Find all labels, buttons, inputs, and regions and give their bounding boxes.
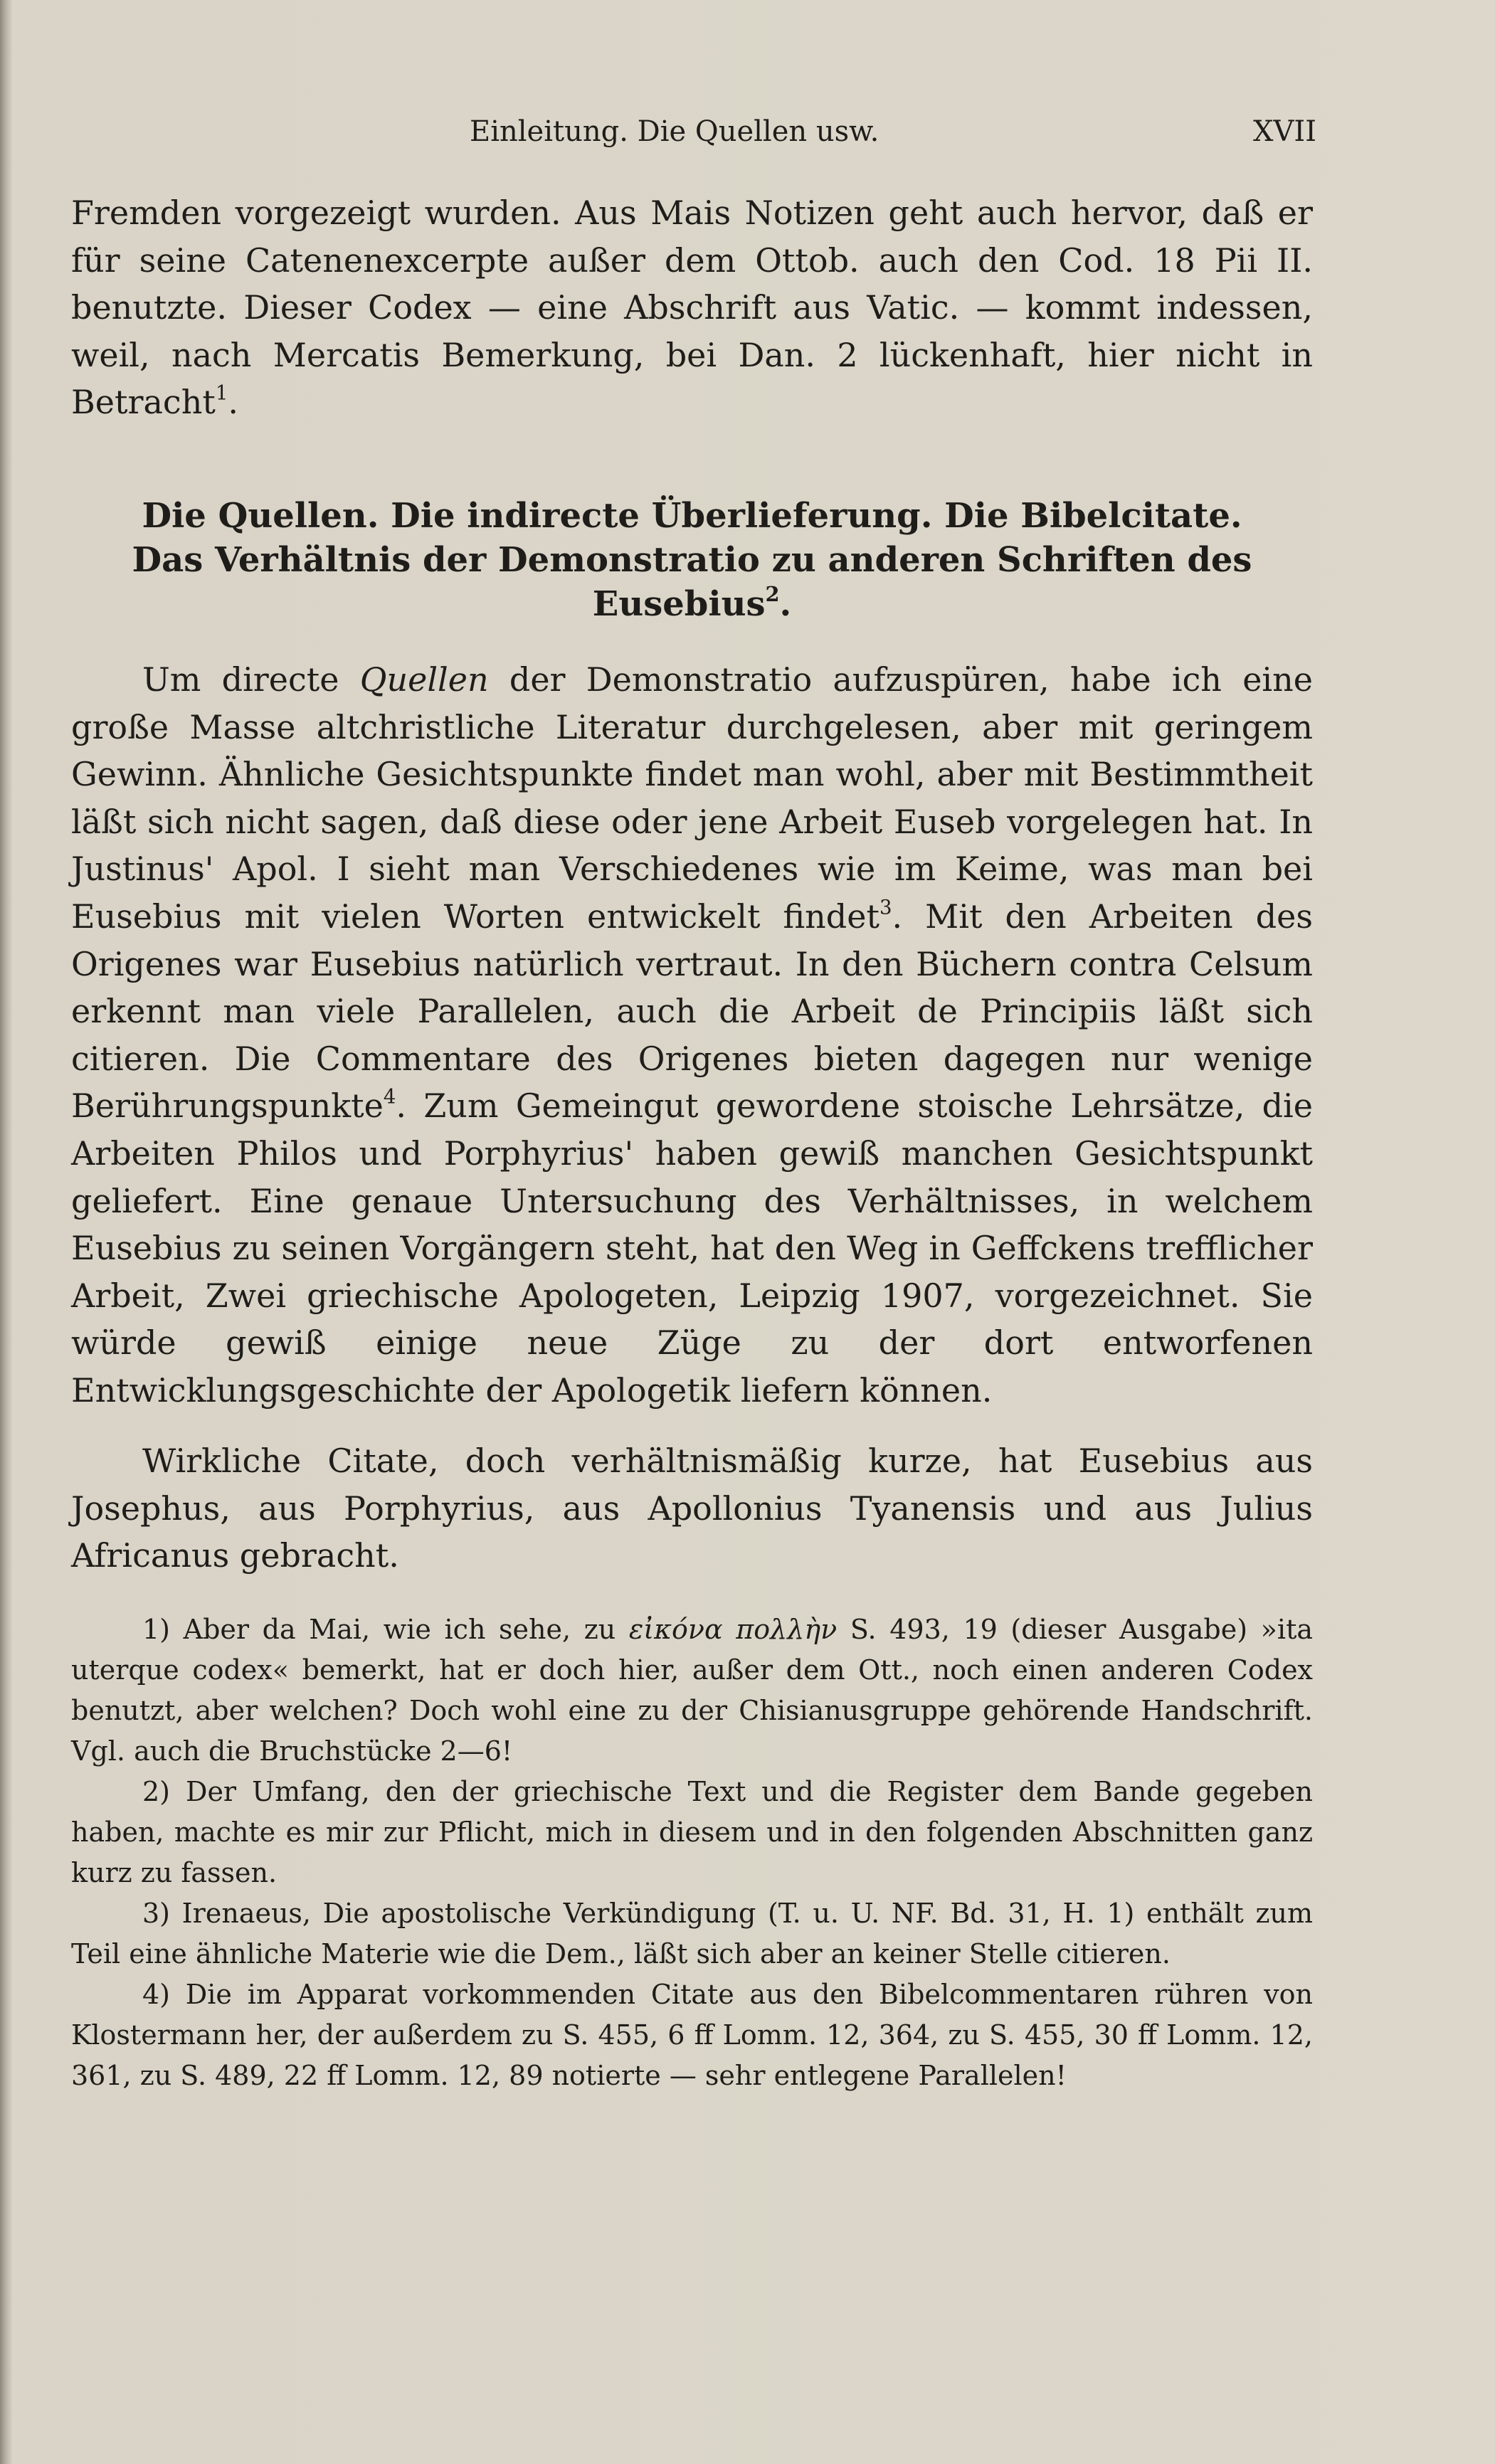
running-head-title: Einleitung. Die Quellen usw.	[470, 115, 879, 148]
heading-line-3	[71, 582, 1313, 626]
footnote-ref-4[interactable]: 4	[383, 1085, 396, 1109]
heading-line-3-end: .	[779, 584, 792, 624]
footnote-1-text-b: S. 493, 19 (dieser Ausgabe) »ita uterque codex« bemerkt, hat er doch hier, außer dem Ott., noch einen anderen Codex benutzt, aber welchen? Doch wohl eine zu der Chisianusgruppe gehörende Handschrift. Vgl. auch die Bruchstücke 2—6!	[71, 1614, 1313, 1767]
paragraph-2-text-c: . Mit den Arbeiten des Origenes war Eusebius natürlich vertraut. In den Büchern contra Celsum erkennt man viele Parallelen, auch die Arbeit de Principiis läßt sich citieren. Die Commentare des Origenes bieten dagegen nur wenige Berührungspunkte	[71, 897, 1313, 1126]
footnote-1-greek: εἰκόνα πολλὴν	[628, 1614, 838, 1645]
paragraph-3	[71, 1437, 1313, 1580]
paragraph-1	[71, 189, 1313, 426]
footnote-ref-3[interactable]: 3	[879, 895, 892, 919]
paragraph-2-text-a: Um directe	[142, 660, 360, 699]
paragraph-2-italic: Quellen	[359, 660, 489, 699]
footnote-4: 4) Die im Apparat vorkommenden Citate aus den Bibelcommentaren rühren von Klostermann her, der außerdem zu S. 455, 6 ff Lomm. 12, 364, zu S. 455, 30 ff Lomm. 12, 361, zu S. 489, 22 ff Lomm. 12, 89 notierte — sehr entlegene Parallelen!	[71, 1979, 1313, 2091]
footnote-1-text-a: 1) Aber da Mai, wie ich sehe, zu	[142, 1614, 629, 1645]
paragraph-2-text-d: . Zum Gemeingut gewordene stoische Lehrsätze, die Arbeiten Philos und Porphyrius' haben gewiß manchen Gesichtspunkt geliefert. Eine genaue Untersuchung des Verhältnisses, in welchem Eusebius zu seinen Vorgängern steht, hat den Weg in Geffckens trefflicher Arbeit, Zwei griechische Apologeten, Leipzig 1907, vorgezeichnet. Sie würde gewiß einige neue Züge zu der dort entworfenen Entwicklungsgeschichte der Apologetik liefern können.	[71, 1086, 1313, 1410]
paragraph-3-text: Wirkliche Citate, doch verhältnismäßig kurze, hat Eusebius aus Josephus, aus Porphyrius, aus Apollonius Tyanensis und aus Julius Africanus gebracht.	[71, 1442, 1313, 1575]
paragraph-1-text: Fremden vorgezeigt wurden. Aus Mais Notizen geht auch hervor, daß er für seine Catenenexcerpte außer dem Ottob. auch den Cod. 18 Pii II. benutzte. Dieser Codex — eine Abschrift aus Vatic. — kommt indessen, weil, nach Mercatis Bemerkung, bei Dan. 2 lückenhaft, hier nicht in Betracht	[71, 194, 1313, 422]
footnote-3: 3) Irenaeus, Die apostolische Verkündigung (T. u. U. NF. Bd. 31, H. 1) enthält zum Teil eine ähnliche Materie wie die Dem., läßt sich aber an keiner Stelle citieren.	[71, 1898, 1313, 1969]
paragraph-2-text-b: der Demonstratio aufzuspüren, habe ich eine große Masse altchristliche Literatur durchgelesen, aber mit geringem Gewinn. Ähnliche Gesichtspunkte findet man wohl, aber mit Bestimmtheit läßt sich nicht sagen, daß diese oder jene Arbeit Euseb vorgelegen hat. In Justinus' Apol. I sieht man Verschiedenes wie im Keime, was man bei Eusebius mit vielen Worten entwickelt findet	[71, 660, 1313, 936]
section-heading	[71, 494, 1313, 626]
footnote-2: 2) Der Umfang, den der griechische Text und die Register dem Bande gegeben haben, machte es mir zur Pflicht, mich in diesem und in den folgenden Abschnitten ganz kurz zu fassen.	[71, 1776, 1313, 1888]
heading-line-2: Das Verhältnis der Demonstratio zu anderen Schriften des	[132, 540, 1252, 580]
paragraph-2	[71, 656, 1313, 1415]
heading-line-1: Die Quellen. Die indirecte Überlieferung. Die Bibelcitate.	[142, 496, 1242, 536]
footnotes	[71, 1609, 1313, 2096]
footnote-ref-1[interactable]: 1	[215, 381, 228, 406]
footnote-ref-2[interactable]: 2	[765, 581, 780, 606]
heading-line-3-text: Eusebius	[592, 584, 766, 624]
paragraph-1-end: .	[228, 383, 238, 422]
footnote-1	[71, 1609, 1313, 1772]
page-number: XVII	[1253, 115, 1316, 148]
running-head	[71, 115, 1316, 158]
